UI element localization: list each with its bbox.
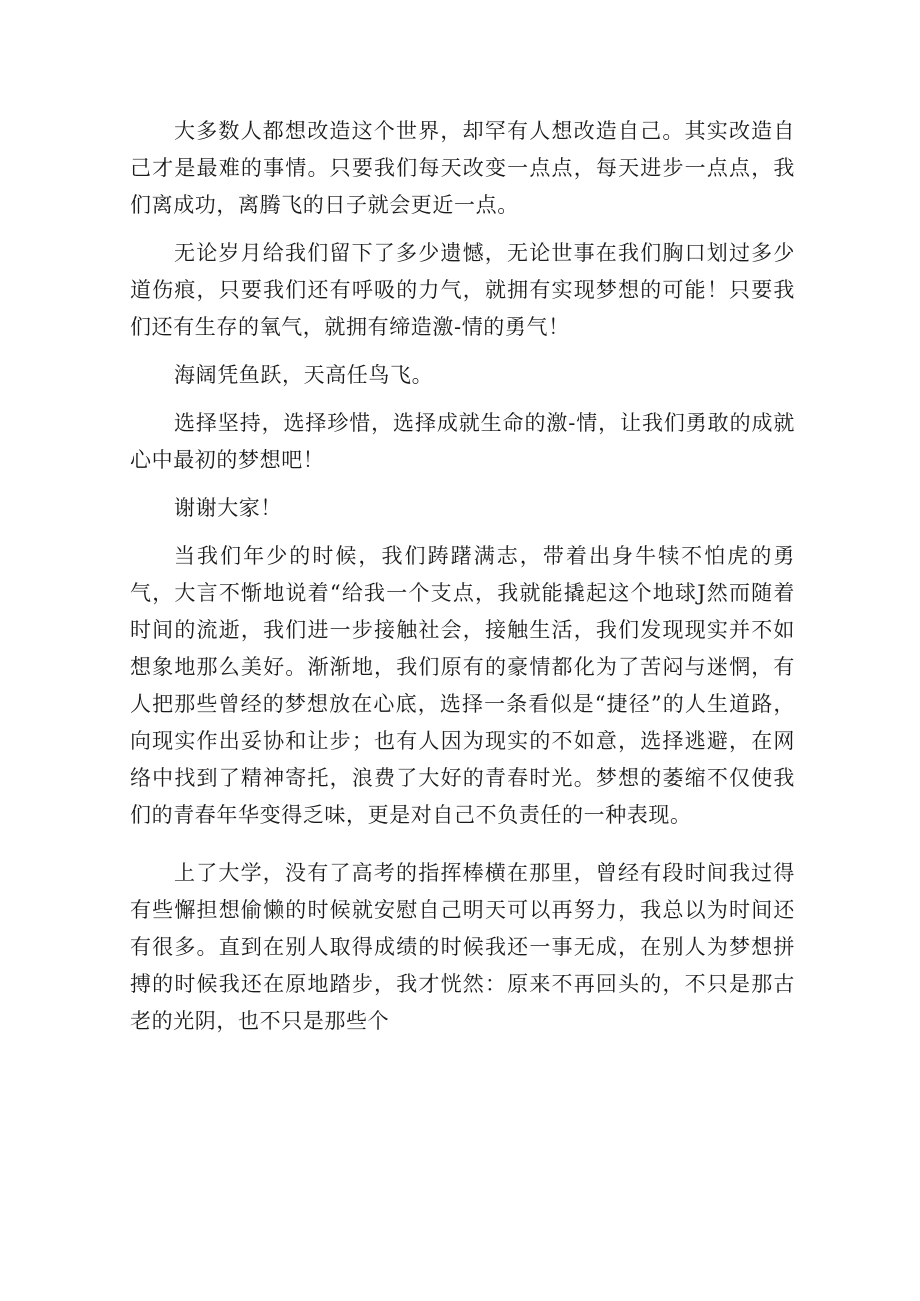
paragraph-6: 当我们年少的时候，我们踌躇满志，带着出身牛犊不怕虎的勇气，大言不惭地说着“给我一个支点，我就能撬起这个地球J然而随着时间的流逝，我们进一步接触社会，接触生活，我们发现现实并不如想象地那么美好。渐渐地，我们原有的豪情都化为了苦闷与迷惘，有人把那些曾经的梦想放在心底，选择一条看似是“捷径”的人生道路，向现实作出妥协和让步；也有人因为现实的不如意，选择逃避，在网络中找到了精神寄托，浪费了大好的青春时光。梦想的萎缩不仅使我们的青春年华变得乏味，更是对自己不负责任的一种表现。 bbox=[130, 544, 795, 827]
paragraph-7: 上了大学，没有了高考的指挥棒横在那里，曾经有段时间我过得有些懈担想偷懒的时候就安慰自己明天可以再努力，我总以为时间还有很多。直到在别人取得成绩的时候我还一事无成，在别人为梦想拼搏的时候我还在原地踏步，我才恍然：原来不再回头的，不只是那古老的光阴，也不只是那些个 bbox=[130, 861, 795, 1033]
paragraph-4: 选择坚持，选择珍惜，选择成就生命的激-情，让我们勇敢的成就心中最初的梦想吧！ bbox=[130, 411, 795, 472]
paragraph-2: 无论岁月给我们留下了多少遗憾，无论世事在我们胸口划过多少道伤痕，只要我们还有呼吸的力气，就拥有实现梦想的可能！只要我们还有生存的氧气，就拥有缔造激-情的勇气！ bbox=[130, 241, 795, 339]
document-body bbox=[130, 113, 795, 1040]
paragraph-5: 谢谢大家！ bbox=[174, 496, 282, 520]
paragraph-1: 大多数人都想改造这个世界，却罕有人想改造自己。其实改造自己才是最难的事情。只要我们每天改变一点点，每天进步一点点，我们离成功，离腾飞的日子就会更近一点。 bbox=[130, 119, 795, 217]
paragraph-3: 海阔凭鱼跃，天高任鸟飞。 bbox=[174, 363, 434, 387]
